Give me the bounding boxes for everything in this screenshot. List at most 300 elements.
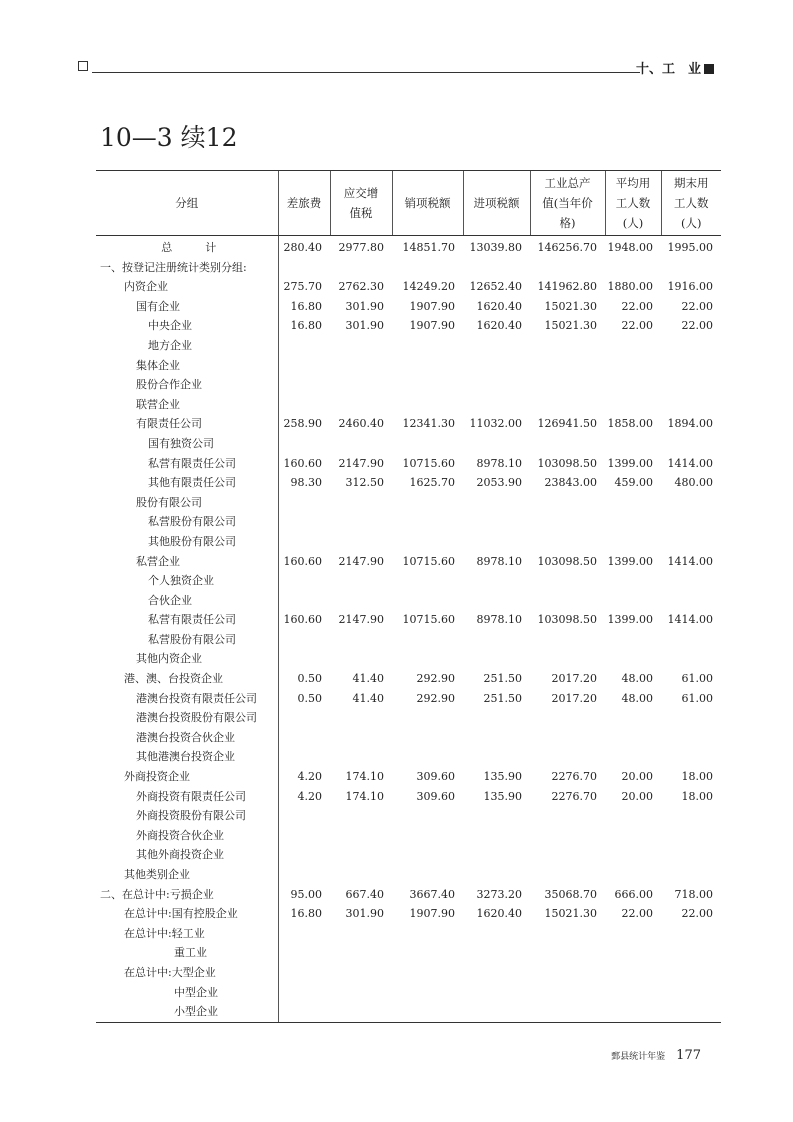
table-cell (463, 649, 530, 669)
header-rule (92, 72, 640, 73)
row-label: 股份合作企业 (96, 375, 278, 395)
table-cell (463, 395, 530, 415)
table-cell (463, 963, 530, 983)
table-cell (330, 591, 392, 611)
table-cell (661, 493, 721, 513)
table-cell (605, 943, 661, 963)
table-cell (530, 983, 605, 1003)
page-header (78, 58, 714, 78)
row-label: 其他内资企业 (96, 649, 278, 669)
table-cell (605, 1002, 661, 1022)
table-cell: 160.60 (283, 554, 322, 568)
row-label: 总 计 (96, 236, 278, 258)
table-cell: 1620.40 (476, 299, 522, 313)
table-cell (330, 845, 392, 865)
table-cell (278, 493, 330, 513)
table-cell (530, 963, 605, 983)
table-row (96, 434, 721, 454)
table-body (96, 236, 721, 1023)
table-cell: 10715.60 (402, 554, 455, 568)
table-cell (530, 826, 605, 846)
table-cell (278, 728, 330, 748)
column-header-line: 工人数 (674, 196, 709, 210)
table-cell: 1894.00 (667, 417, 713, 431)
row-label: 外商投资合伙企业 (96, 826, 278, 846)
table-cell: 22.00 (681, 319, 713, 333)
table-row (96, 904, 721, 924)
table-cell: 41.40 (352, 691, 384, 705)
column-header-line: 分组 (175, 196, 199, 210)
table-cell: 258.90 (283, 417, 322, 431)
row-label: 私营企业 (96, 552, 278, 572)
table-row (96, 512, 721, 532)
table-cell (463, 512, 530, 532)
table-cell: 8978.10 (476, 554, 522, 568)
table-row (96, 826, 721, 846)
table-cell: 275.70 (283, 280, 322, 294)
table-cell: 2276.70 (551, 770, 597, 784)
table-cell (392, 336, 463, 356)
table-cell (605, 708, 661, 728)
table-cell (392, 1002, 463, 1022)
table-cell (278, 591, 330, 611)
table-row (96, 924, 721, 944)
table-cell (605, 845, 661, 865)
column-header-line: 应交增 (343, 186, 379, 200)
page-number: 177 (676, 1048, 701, 1063)
table-cell (661, 336, 721, 356)
table-cell (392, 845, 463, 865)
table-cell (605, 865, 661, 885)
table-cell: 22.00 (681, 299, 713, 313)
table-title: 10—3 续12 (100, 123, 238, 152)
row-label: 内资企业 (96, 277, 278, 297)
table-cell (530, 512, 605, 532)
table-cell (330, 375, 392, 395)
table-cell: 480.00 (674, 476, 713, 490)
table-cell (330, 708, 392, 728)
table-cell (392, 865, 463, 885)
table-cell: 15021.30 (544, 319, 597, 333)
table-cell: 3273.20 (476, 887, 522, 901)
column-header-line: 销项税额 (404, 196, 451, 210)
table-cell (278, 336, 330, 356)
table-cell (530, 571, 605, 591)
table-cell: 14851.70 (402, 241, 455, 254)
table-cell: 103098.50 (537, 456, 597, 470)
table-cell (278, 512, 330, 532)
table-cell (330, 434, 392, 454)
row-label: 二、在总计中:亏损企业 (96, 885, 278, 905)
table-cell (530, 865, 605, 885)
table-cell: 1907.90 (409, 907, 455, 921)
table-cell (463, 375, 530, 395)
table-cell (278, 983, 330, 1003)
table-cell (661, 512, 721, 532)
table-cell (330, 258, 392, 278)
table-cell (463, 728, 530, 748)
table-cell (392, 571, 463, 591)
table-cell (530, 630, 605, 650)
table-row (96, 885, 721, 905)
table-cell: 718.00 (674, 887, 713, 901)
table-cell (463, 591, 530, 611)
table-cell: 280.40 (283, 241, 322, 254)
table-cell (661, 649, 721, 669)
table-cell (661, 728, 721, 748)
table-cell: 141962.80 (537, 280, 597, 294)
table-cell (278, 258, 330, 278)
row-label: 私营有限责任公司 (96, 454, 278, 474)
table-cell: 48.00 (621, 691, 653, 705)
table-cell (330, 630, 392, 650)
table-cell (330, 963, 392, 983)
table-cell (330, 983, 392, 1003)
table-cell: 61.00 (681, 672, 713, 686)
table-row (96, 591, 721, 611)
table-cell (278, 532, 330, 552)
table-cell (463, 1002, 530, 1022)
column-header-line: 格) (559, 216, 576, 230)
table-row (96, 610, 721, 630)
table-cell: 35068.70 (544, 887, 597, 901)
table-cell (278, 434, 330, 454)
table-row (96, 297, 721, 317)
table-cell: 103098.50 (537, 554, 597, 568)
column-header (530, 171, 605, 236)
table-cell (392, 375, 463, 395)
table-cell (530, 728, 605, 748)
table-cell (463, 258, 530, 278)
table-cell: 135.90 (483, 789, 522, 803)
column-header-line: 值税 (349, 206, 373, 220)
table-cell (530, 532, 605, 552)
table-cell: 1399.00 (607, 613, 653, 627)
table-cell (330, 806, 392, 826)
table-cell: 8978.10 (476, 613, 522, 627)
table-cell: 126941.50 (537, 417, 597, 431)
row-label: 股份有限公司 (96, 493, 278, 513)
table-cell: 301.90 (345, 319, 384, 333)
table-cell (392, 649, 463, 669)
table-cell (392, 434, 463, 454)
table-cell (530, 806, 605, 826)
table-cell (661, 924, 721, 944)
table-cell (392, 747, 463, 767)
table-cell (605, 258, 661, 278)
table-cell (530, 649, 605, 669)
column-header (330, 171, 392, 236)
column-header-line: 平均用 (615, 176, 651, 190)
table-cell (463, 356, 530, 376)
table-row (96, 767, 721, 787)
table-row (96, 236, 721, 258)
table-cell (661, 845, 721, 865)
table-cell: 1399.00 (607, 554, 653, 568)
header-square-outline-icon (78, 61, 88, 71)
table-row (96, 454, 721, 474)
table-cell (392, 826, 463, 846)
table-row (96, 493, 721, 513)
table-cell: 251.50 (483, 691, 522, 705)
row-label: 港、澳、台投资企业 (96, 669, 278, 689)
column-header (278, 171, 330, 236)
table-cell (661, 963, 721, 983)
row-label: 私营有限责任公司 (96, 610, 278, 630)
table-cell: 2762.30 (338, 280, 384, 294)
table-cell (278, 963, 330, 983)
table-cell (661, 943, 721, 963)
column-header (96, 171, 278, 236)
row-label: 港澳台投资有限责任公司 (96, 689, 278, 709)
table-cell (605, 571, 661, 591)
table-cell: 4.20 (297, 789, 322, 803)
table-cell (392, 356, 463, 376)
row-label: 私营股份有限公司 (96, 512, 278, 532)
table-row (96, 571, 721, 591)
table-cell (392, 943, 463, 963)
table-cell (330, 493, 392, 513)
table-cell (392, 983, 463, 1003)
table-cell: 301.90 (345, 299, 384, 313)
table-cell: 1880.00 (607, 280, 653, 294)
table-cell: 2017.20 (551, 691, 597, 705)
table-cell (278, 375, 330, 395)
statistics-table (96, 170, 721, 1023)
table-cell (661, 826, 721, 846)
table-cell: 10715.60 (402, 456, 455, 470)
table-row (96, 728, 721, 748)
table-cell: 61.00 (681, 691, 713, 705)
table-cell (605, 649, 661, 669)
table-cell (530, 943, 605, 963)
table-cell: 1948.00 (607, 241, 653, 254)
chapter-title-text: 十、工 业 (635, 62, 701, 77)
table-cell (463, 845, 530, 865)
table-cell (463, 924, 530, 944)
table-cell: 2017.20 (551, 672, 597, 686)
table-cell (661, 434, 721, 454)
table-cell (530, 747, 605, 767)
table-cell (392, 806, 463, 826)
table-cell (605, 963, 661, 983)
table-cell (605, 728, 661, 748)
table-cell (330, 532, 392, 552)
table-cell (330, 336, 392, 356)
table-cell: 1414.00 (667, 613, 713, 627)
table-cell: 301.90 (345, 907, 384, 921)
table-cell (278, 865, 330, 885)
table-cell (392, 258, 463, 278)
table-cell (463, 493, 530, 513)
table-row (96, 395, 721, 415)
table-cell (392, 591, 463, 611)
table-cell (605, 826, 661, 846)
table-cell: 312.50 (345, 476, 384, 490)
table-cell: 22.00 (621, 319, 653, 333)
table-cell: 2053.90 (476, 476, 522, 490)
table-cell (530, 336, 605, 356)
table-cell (463, 983, 530, 1003)
table-cell: 15021.30 (544, 907, 597, 921)
table-cell: 8978.10 (476, 456, 522, 470)
table-cell: 1620.40 (476, 907, 522, 921)
table-cell (661, 571, 721, 591)
column-header-line: 进项税额 (473, 196, 520, 210)
table-cell: 174.10 (345, 770, 384, 784)
table-cell (330, 865, 392, 885)
table-cell: 1620.40 (476, 319, 522, 333)
table-cell (278, 630, 330, 650)
column-header (392, 171, 463, 236)
header-row (96, 171, 721, 236)
table-cell: 1414.00 (667, 456, 713, 470)
table-cell (605, 395, 661, 415)
table-cell (661, 1002, 721, 1022)
table-cell (605, 512, 661, 532)
table-row (96, 258, 721, 278)
table-cell: 22.00 (621, 299, 653, 313)
row-label: 外商投资有限责任公司 (96, 787, 278, 807)
column-header (605, 171, 661, 236)
table-cell (661, 258, 721, 278)
table-cell: 667.40 (345, 887, 384, 901)
table-cell: 1907.90 (409, 319, 455, 333)
table-cell: 0.50 (297, 691, 322, 705)
table-cell (330, 571, 392, 591)
table-cell: 48.00 (621, 672, 653, 686)
row-label: 中型企业 (96, 983, 278, 1003)
table-cell: 174.10 (345, 789, 384, 803)
table-cell: 309.60 (416, 770, 455, 784)
table-cell: 292.90 (416, 672, 455, 686)
table-cell: 1858.00 (607, 417, 653, 431)
table-cell (330, 649, 392, 669)
table-cell (463, 943, 530, 963)
table-cell (278, 395, 330, 415)
table-cell: 459.00 (614, 476, 653, 490)
table-row (96, 943, 721, 963)
table-cell (530, 258, 605, 278)
table-cell (530, 924, 605, 944)
row-label: 其他港澳台投资企业 (96, 747, 278, 767)
row-label: 集体企业 (96, 356, 278, 376)
table-cell (392, 493, 463, 513)
table-cell (661, 532, 721, 552)
yearbook-name: 鄄县统计年鉴 (611, 1052, 666, 1062)
table-cell: 23843.00 (544, 476, 597, 490)
table-cell: 12652.40 (469, 280, 522, 294)
table-row (96, 532, 721, 552)
table-cell: 2147.90 (338, 456, 384, 470)
table-cell (605, 630, 661, 650)
row-label: 其他类别企业 (96, 865, 278, 885)
row-label: 私营股份有限公司 (96, 630, 278, 650)
table-cell: 2276.70 (551, 789, 597, 803)
table-cell (330, 747, 392, 767)
table-cell (605, 747, 661, 767)
table-cell: 22.00 (621, 907, 653, 921)
table-cell: 3667.40 (409, 887, 455, 901)
table-cell: 10715.60 (402, 613, 455, 627)
table-cell (463, 434, 530, 454)
table-cell (278, 708, 330, 728)
table-cell: 146256.70 (537, 241, 597, 254)
table-cell: 666.00 (614, 887, 653, 901)
table-cell (605, 924, 661, 944)
table-cell (392, 512, 463, 532)
table-cell (278, 356, 330, 376)
table-cell: 251.50 (483, 672, 522, 686)
table-cell: 292.90 (416, 691, 455, 705)
table-row (96, 747, 721, 767)
table-cell: 0.50 (297, 672, 322, 686)
table-cell: 18.00 (681, 789, 713, 803)
column-header (463, 171, 530, 236)
table-cell (530, 375, 605, 395)
row-label: 在总计中:国有控股企业 (96, 904, 278, 924)
table-cell: 20.00 (621, 789, 653, 803)
table-cell: 41.40 (352, 672, 384, 686)
table-row (96, 983, 721, 1003)
table-row (96, 316, 721, 336)
table-cell (392, 924, 463, 944)
page-footer (611, 1044, 701, 1063)
table-cell (605, 356, 661, 376)
table-cell: 16.80 (290, 319, 322, 333)
table-cell: 2147.90 (338, 613, 384, 627)
table-cell: 11032.00 (469, 417, 522, 431)
table-cell (605, 983, 661, 1003)
table-cell (530, 395, 605, 415)
table-cell (463, 826, 530, 846)
table-cell (278, 571, 330, 591)
row-label: 重工业 (96, 943, 278, 963)
table-row (96, 806, 721, 826)
table-cell (392, 532, 463, 552)
table-cell: 2147.90 (338, 554, 384, 568)
table-cell (661, 708, 721, 728)
table-cell: 1907.90 (409, 299, 455, 313)
table-cell (463, 336, 530, 356)
table-cell (392, 963, 463, 983)
column-header-line: 值(当年价 (542, 196, 593, 210)
table-cell (605, 434, 661, 454)
table-row (96, 356, 721, 376)
table-cell (661, 375, 721, 395)
table-cell (463, 747, 530, 767)
table-cell (661, 395, 721, 415)
table-cell: 15021.30 (544, 299, 597, 313)
row-label: 有限责任公司 (96, 414, 278, 434)
column-header-line: 工人数 (615, 196, 651, 210)
table-cell (330, 924, 392, 944)
table-cell: 98.30 (290, 476, 322, 490)
table-row (96, 375, 721, 395)
table-cell: 16.80 (290, 907, 322, 921)
table-row (96, 414, 721, 434)
table-cell (661, 356, 721, 376)
table-cell (530, 845, 605, 865)
row-label: 个人独资企业 (96, 571, 278, 591)
table-cell (463, 630, 530, 650)
table-cell (392, 708, 463, 728)
table-row (96, 669, 721, 689)
table-cell: 14249.20 (402, 280, 455, 294)
table-row (96, 787, 721, 807)
table-row (96, 473, 721, 493)
table-cell (530, 1002, 605, 1022)
